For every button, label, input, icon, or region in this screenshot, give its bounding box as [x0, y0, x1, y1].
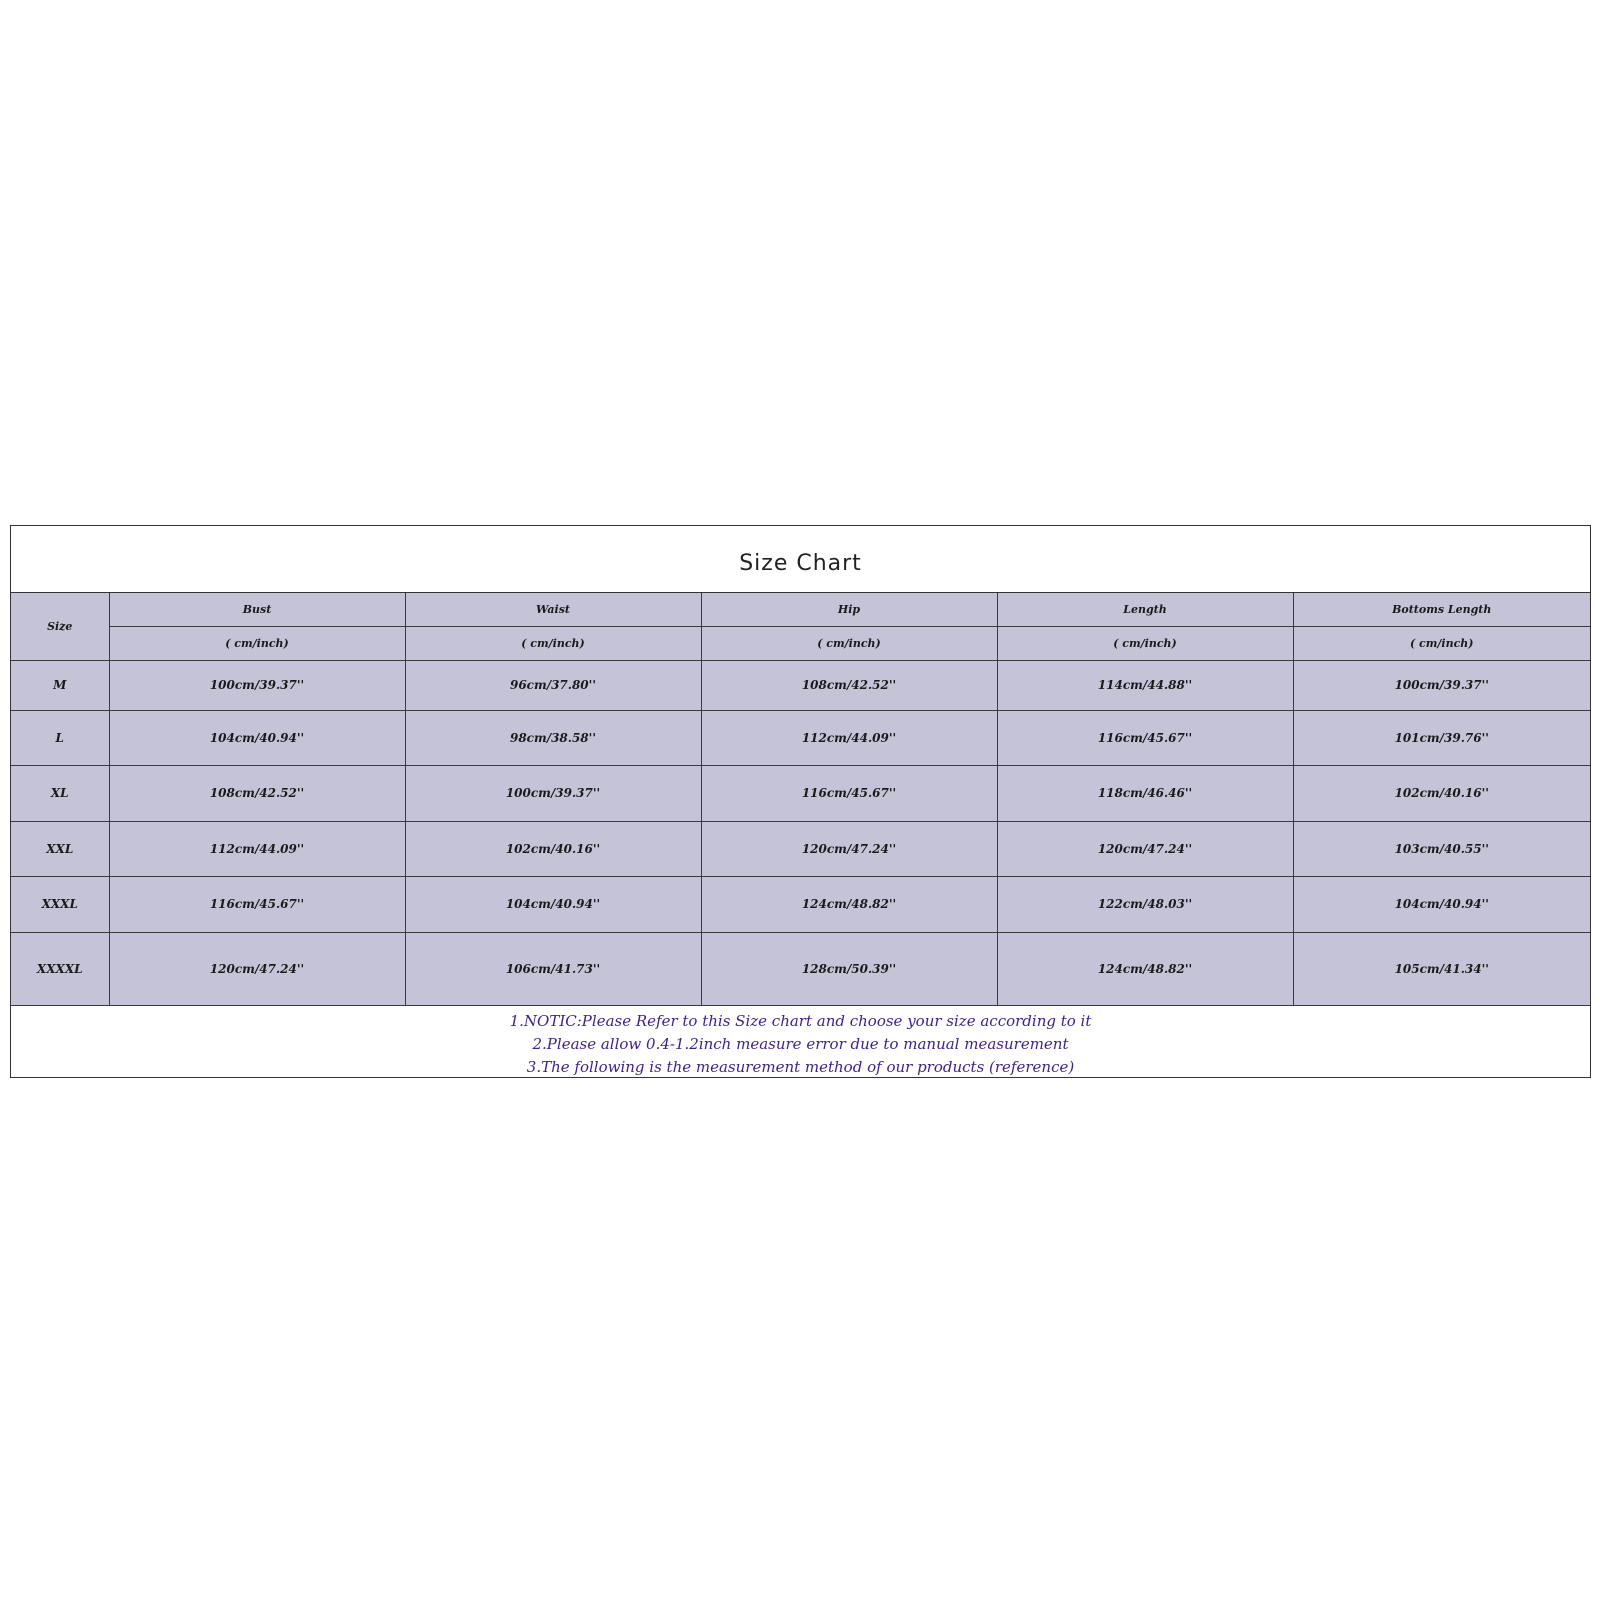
column-header: Length — [997, 593, 1293, 626]
size-cell: XXXXL — [11, 932, 109, 1005]
measurement-cell: 124cm/48.82'' — [997, 932, 1293, 1005]
measurement-cell: 112cm/44.09'' — [109, 821, 405, 876]
measurement-cell: 100cm/39.37'' — [405, 765, 701, 821]
table-row — [11, 765, 1590, 821]
size-header: Size — [11, 593, 109, 660]
measurement-cell: 102cm/40.16'' — [1293, 765, 1590, 821]
measurement-cell: 98cm/38.58'' — [405, 710, 701, 765]
measurement-cell: 96cm/37.80'' — [405, 660, 701, 710]
table-header-row — [11, 593, 1590, 626]
measurement-cell: 103cm/40.55'' — [1293, 821, 1590, 876]
column-header: Waist — [405, 593, 701, 626]
measurement-cell: 104cm/40.94'' — [109, 710, 405, 765]
note-line: 2.Please allow 0.4-1.2inch measure error due to manual measurement — [532, 1034, 1069, 1053]
table-row — [11, 821, 1590, 876]
size-cell: L — [11, 710, 109, 765]
table-units-row — [11, 626, 1590, 660]
size-chart — [10, 525, 1591, 1078]
measurement-cell: 108cm/42.52'' — [701, 660, 997, 710]
size-chart-title: Size Chart — [11, 526, 1590, 593]
measurement-cell: 116cm/45.67'' — [997, 710, 1293, 765]
note-line: 3.The following is the measurement method of our products (reference) — [526, 1057, 1075, 1076]
size-notes — [11, 1006, 1590, 1079]
column-header: Hip — [701, 593, 997, 626]
measurement-cell: 106cm/41.73'' — [405, 932, 701, 1005]
size-cell: XXXL — [11, 876, 109, 932]
measurement-cell: 114cm/44.88'' — [997, 660, 1293, 710]
measurement-cell: 128cm/50.39'' — [701, 932, 997, 1005]
measurement-cell: 100cm/39.37'' — [1293, 660, 1590, 710]
measurement-cell: 120cm/47.24'' — [997, 821, 1293, 876]
measurement-cell: 102cm/40.16'' — [405, 821, 701, 876]
size-cell: M — [11, 660, 109, 710]
unit-header: ( cm/inch) — [109, 626, 405, 660]
measurement-cell: 100cm/39.37'' — [109, 660, 405, 710]
unit-header: ( cm/inch) — [1293, 626, 1590, 660]
measurement-cell: 116cm/45.67'' — [701, 765, 997, 821]
size-table — [11, 593, 1590, 1006]
table-row — [11, 660, 1590, 710]
note-line: 1.NOTIC:Please Refer to this Size chart and choose your size according to it — [509, 1011, 1092, 1030]
measurement-cell: 101cm/39.76'' — [1293, 710, 1590, 765]
column-header: Bust — [109, 593, 405, 626]
measurement-cell: 116cm/45.67'' — [109, 876, 405, 932]
measurement-cell: 120cm/47.24'' — [109, 932, 405, 1005]
table-row — [11, 932, 1590, 1005]
measurement-cell: 118cm/46.46'' — [997, 765, 1293, 821]
measurement-cell: 104cm/40.94'' — [1293, 876, 1590, 932]
measurement-cell: 104cm/40.94'' — [405, 876, 701, 932]
measurement-cell: 124cm/48.82'' — [701, 876, 997, 932]
measurement-cell: 108cm/42.52'' — [109, 765, 405, 821]
measurement-cell: 112cm/44.09'' — [701, 710, 997, 765]
unit-header: ( cm/inch) — [405, 626, 701, 660]
table-row — [11, 710, 1590, 765]
size-cell: XXL — [11, 821, 109, 876]
measurement-cell: 122cm/48.03'' — [997, 876, 1293, 932]
measurement-cell: 105cm/41.34'' — [1293, 932, 1590, 1005]
unit-header: ( cm/inch) — [701, 626, 997, 660]
measurement-cell: 120cm/47.24'' — [701, 821, 997, 876]
unit-header: ( cm/inch) — [997, 626, 1293, 660]
table-row — [11, 876, 1590, 932]
size-cell: XL — [11, 765, 109, 821]
column-header: Bottoms Length — [1293, 593, 1590, 626]
